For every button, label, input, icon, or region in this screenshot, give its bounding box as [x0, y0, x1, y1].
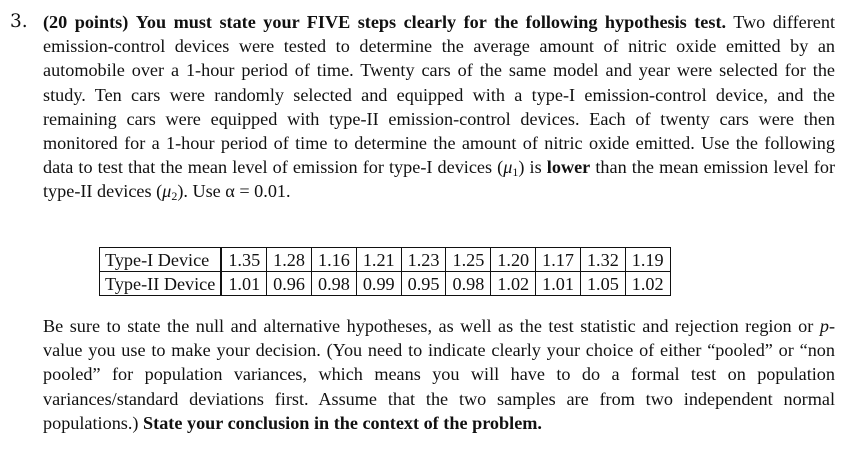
table-cell: 1.32	[580, 248, 625, 272]
closing-text-1: Be sure to state the null and alternative hypotheses, as well as the test statistic and rejection region or	[43, 316, 814, 336]
table-cell: 1.25	[446, 248, 491, 272]
table-row	[100, 248, 671, 272]
closing-bold: State your conclusion in the context of the problem.	[143, 412, 542, 433]
alpha-level: α = 0.01.	[225, 181, 291, 202]
table-cell: 1.21	[356, 248, 401, 272]
points-label: (20 points)	[43, 12, 129, 32]
table-cell: 0.98	[311, 272, 356, 296]
mu1-subscript: 1	[512, 165, 519, 180]
table-cell: 0.98	[446, 272, 491, 296]
mu2-subscript: 2	[171, 189, 178, 204]
table-cell: 0.99	[356, 272, 401, 296]
problem-statement	[43, 10, 835, 204]
table-cell: 1.19	[625, 248, 670, 272]
body-text-3: than the mean emission level for type-II devices (	[43, 157, 836, 202]
body-text-1: Two different emission-control devices were tested to determine the average amount of nitric oxide emitted by an automobile over a 1-hour period of time. Twenty cars of the same model and year were selected for the study. Ten cars were randomly selected and equipped with a type-I emission-control device, and the remaining cars were equipped with type-II emission-control devices. Each of twenty cars were then monitored for a 1-hour period of time to determine the amount of nitric oxide emitted. Use the following data to test that the mean level of emission for type-I devices (	[43, 12, 836, 178]
table-cell: 0.95	[401, 272, 446, 296]
table-cell: 1.17	[536, 248, 581, 272]
table-cell: 1.05	[580, 272, 625, 296]
body-text-2: ) is	[518, 157, 542, 178]
table-cell: 1.02	[625, 272, 670, 296]
table-cell: 1.01	[221, 272, 266, 296]
lower-keyword: lower	[546, 157, 591, 178]
table-cell: 0.96	[267, 272, 312, 296]
table-cell: 1.35	[221, 248, 266, 272]
table-row	[100, 272, 671, 296]
instruction-bold: You must state your FIVE steps clearly for the following hypothesis test.	[135, 12, 727, 32]
table-cell: 1.01	[536, 272, 581, 296]
table-cell: 1.16	[311, 248, 356, 272]
row-label: Type-I Device	[100, 248, 222, 272]
question-number: 3.	[10, 11, 28, 32]
closing-instructions	[43, 314, 835, 435]
emission-data-table	[99, 247, 671, 296]
mu2-symbol: μ	[162, 181, 172, 202]
row-label: Type-II Device	[100, 272, 222, 296]
table-cell: 1.23	[401, 248, 446, 272]
table-cell: 1.02	[491, 272, 536, 296]
table-cell: 1.28	[267, 248, 312, 272]
body-text-4: ). Use	[177, 181, 221, 202]
closing-text-2: -value you use to make your decision. (You need to indicate clearly your choice of either “pooled” or “non pooled” for population variances, which means you will have to do a formal test on population variances/standard deviations first. Assume that the two samples are from two independent normal populations.)	[43, 316, 836, 433]
p-symbol: p	[819, 316, 829, 336]
mu1-symbol: μ	[503, 157, 513, 178]
table-cell: 1.20	[491, 248, 536, 272]
